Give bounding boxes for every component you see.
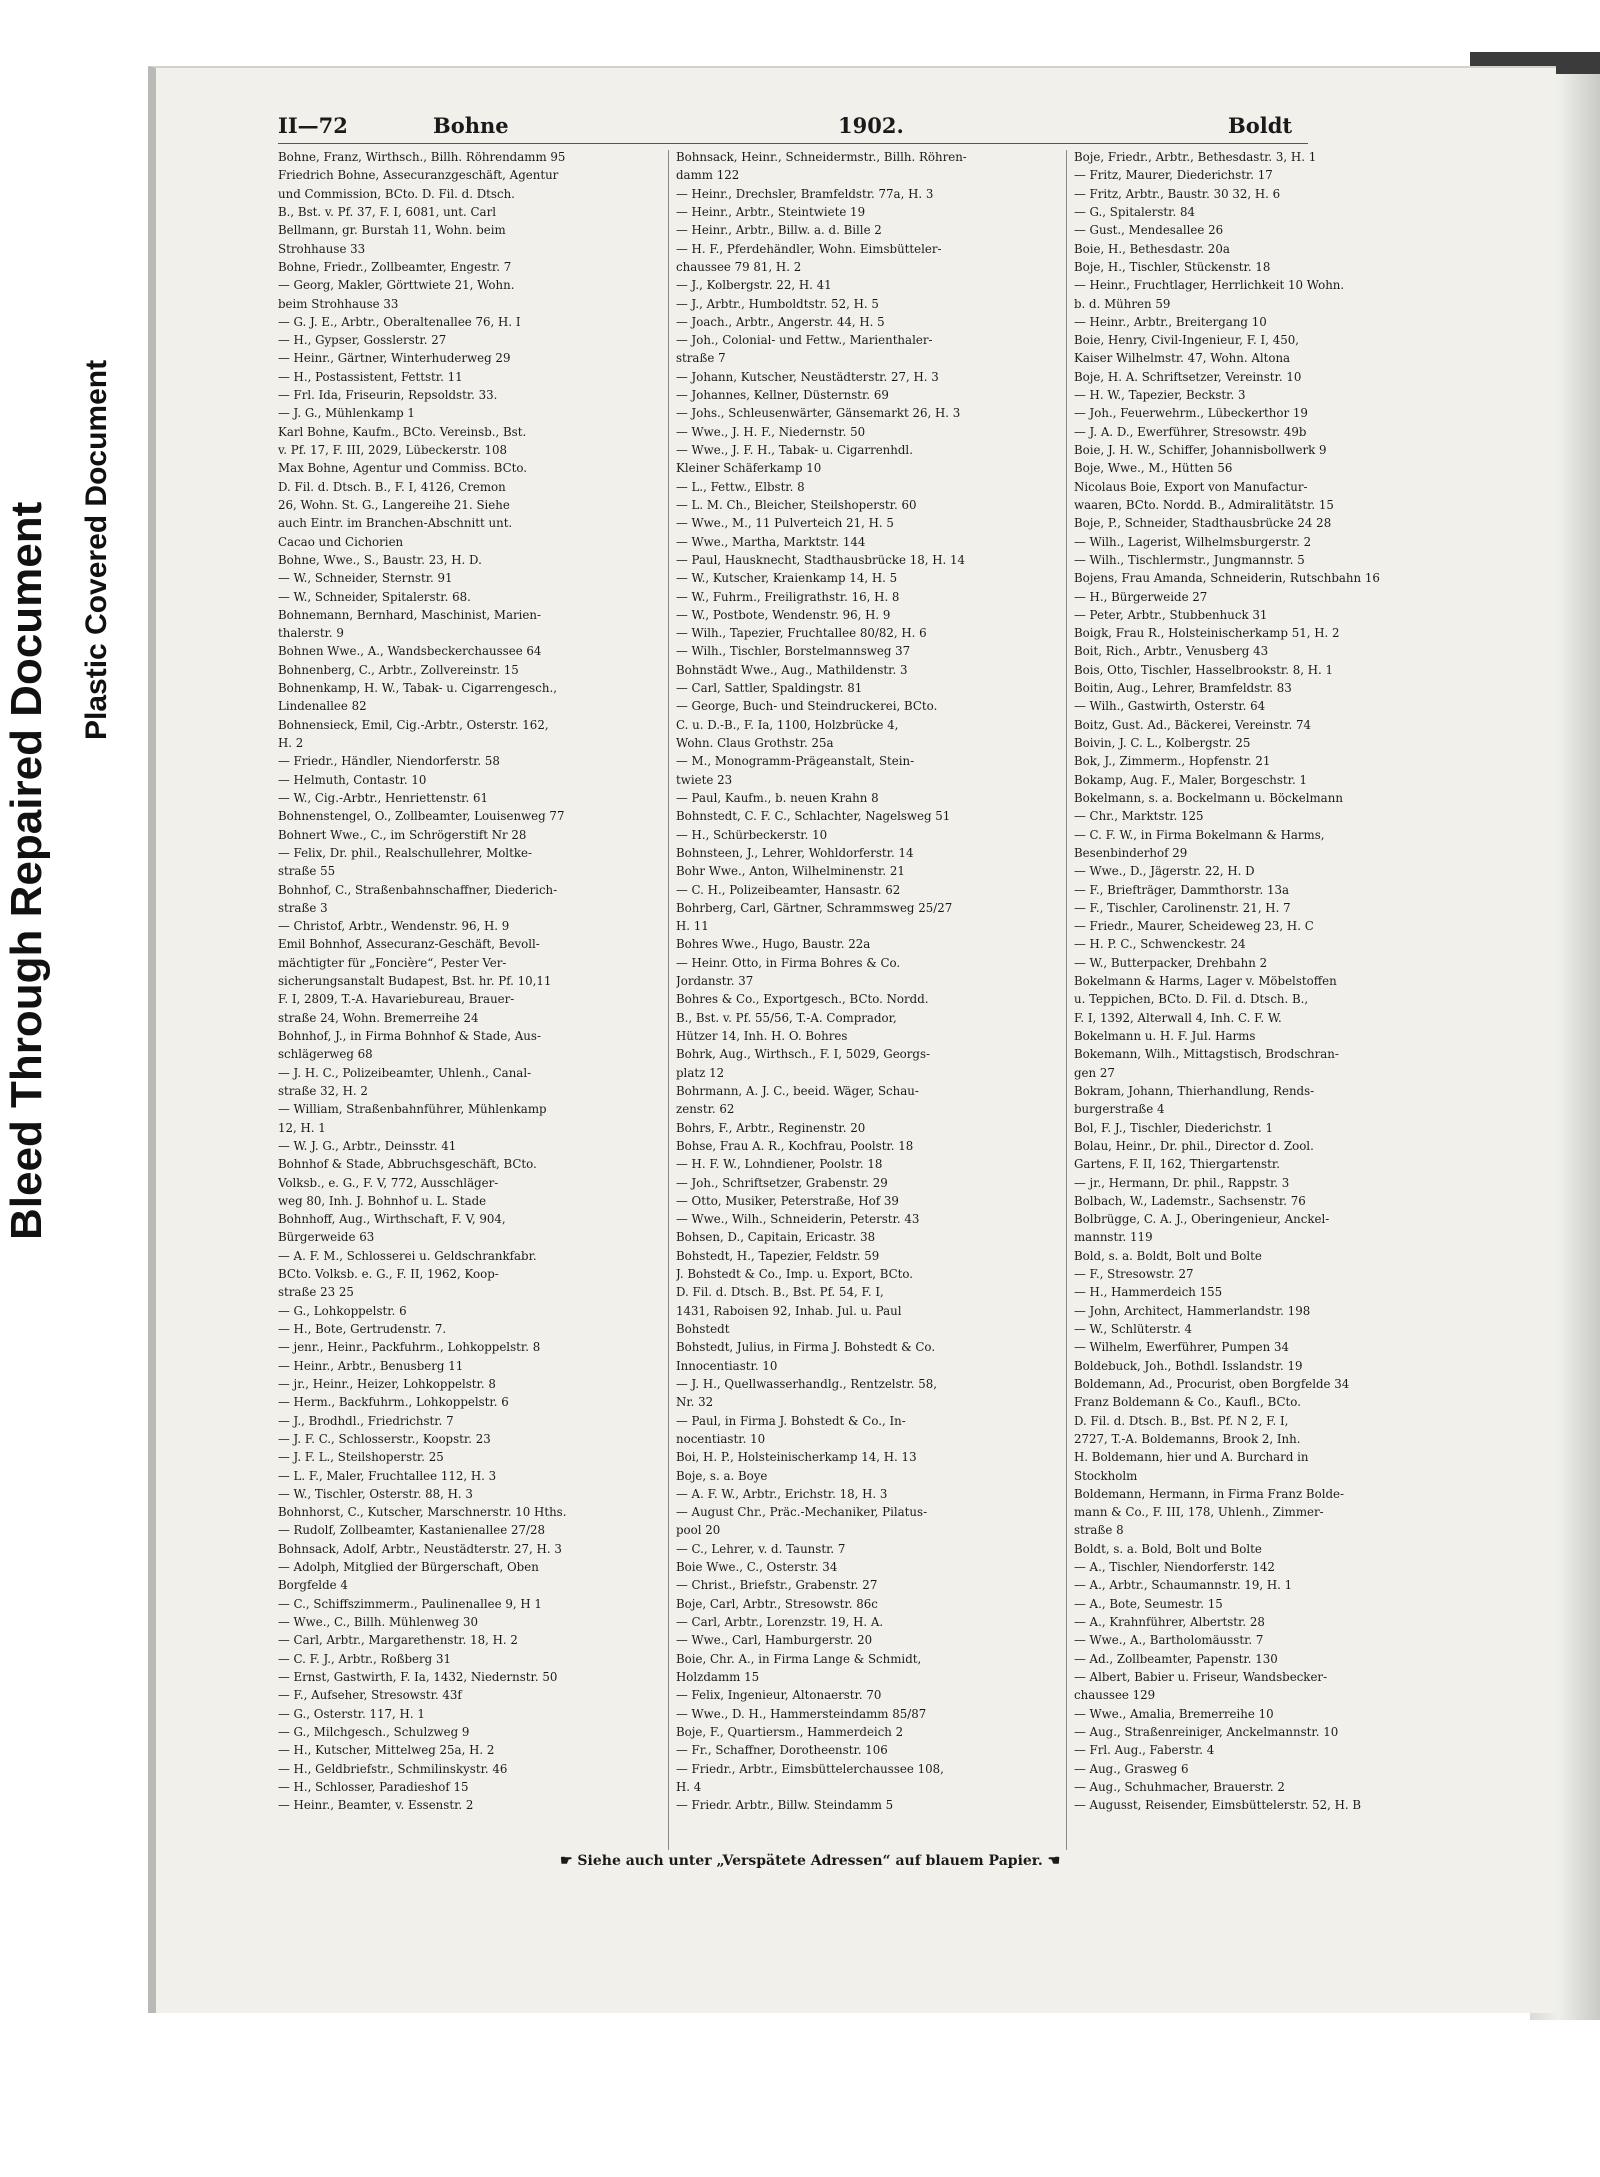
directory-line: Bohse, Frau A. R., Kochfrau, Poolstr. 18	[676, 1138, 914, 1153]
directory-line: — A., Arbtr., Schaumannstr. 19, H. 1	[1074, 1578, 1293, 1593]
directory-line: — William, Straßenbahnführer, Mühlenkamp	[278, 1102, 547, 1117]
directory-line: Bolbrügge, C. A. J., Oberingenieur, Anckel-	[1074, 1212, 1330, 1227]
directory-line: Holzdamm 15	[676, 1669, 760, 1684]
directory-line: — Paul, Hausknecht, Stadthausbrücke 18, H. 14	[676, 552, 966, 567]
directory-line: mann & Co., F. III, 178, Uhlenh., Zimmer-	[1074, 1505, 1324, 1520]
directory-line: chaussee 79 81, H. 2	[676, 259, 802, 274]
directory-line: — Carl, Sattler, Spaldingstr. 81	[676, 681, 863, 696]
directory-line: — Wwe., Amalia, Bremerreihe 10	[1074, 1706, 1274, 1721]
directory-line: Bohres & Co., Exportgesch., BCto. Nordd.	[676, 992, 929, 1007]
directory-line: Bohrmann, A. J. C., beeid. Wäger, Schau-	[676, 1083, 919, 1098]
directory-line: Bohnhof & Stade, Abbruchsgeschäft, BCto.	[278, 1157, 537, 1172]
directory-line: — A. F. W., Arbtr., Erichstr. 18, H. 3	[676, 1486, 888, 1501]
directory-line: — Frl. Aug., Faberstr. 4	[1074, 1743, 1215, 1758]
directory-line: — G., Milchgesch., Schulzweg 9	[278, 1724, 470, 1739]
directory-line: chaussee 129	[1074, 1688, 1156, 1703]
column-divider	[668, 150, 669, 1850]
directory-line: Bohnen Wwe., A., Wandsbeckerchaussee 64	[278, 644, 542, 659]
directory-line: Bokelmann, s. a. Bockelmann u. Böckelmann	[1074, 790, 1343, 805]
directory-line: Hützer 14, Inh. H. O. Bohres	[676, 1029, 848, 1043]
directory-line: Max Bohne, Agentur und Commiss. BCto.	[278, 461, 528, 476]
directory-line: Boje, H. A. Schriftsetzer, Vereinstr. 10	[1074, 369, 1302, 384]
directory-line: — Felix, Ingenieur, Altonaerstr. 70	[676, 1688, 882, 1703]
directory-line: — Joh., Schriftsetzer, Grabenstr. 29	[676, 1175, 888, 1190]
directory-line: — J. H. C., Polizeibeamter, Uhlenh., Canal-	[278, 1065, 532, 1080]
directory-line: — Wwe., D., Jägerstr. 22, H. D	[1074, 864, 1255, 879]
directory-line: Bohnhof, J., in Firma Bohnhof & Stade, Aus-	[278, 1029, 541, 1043]
directory-line: Cacao und Cichorien	[278, 534, 404, 549]
directory-line: Kleiner Schäferkamp 10	[676, 461, 822, 476]
directory-line: — Wwe., C., Billh. Mühlenweg 30	[278, 1615, 478, 1629]
directory-line: Bohsen, D., Capitain, Ericastr. 38	[676, 1230, 876, 1245]
directory-line: Lindenallee 82	[278, 699, 367, 714]
directory-line: Bokram, Johann, Thierhandlung, Rends-	[1074, 1083, 1315, 1098]
directory-line: Bohnsteen, J., Lehrer, Wohldorferstr. 14	[676, 845, 914, 860]
directory-line: 26, Wohn. St. G., Langereihe 21. Siehe	[278, 497, 510, 512]
directory-line: Bohnenkamp, H. W., Tabak- u. Cigarrengesch.,	[278, 681, 557, 696]
directory-line: Bold, s. a. Boldt, Bolt und Bolte	[1074, 1248, 1262, 1263]
directory-line: — Heinr. Otto, in Firma Bohres & Co.	[676, 955, 901, 970]
directory-line: Boivin, J. C. L., Kolbergstr. 25	[1074, 736, 1251, 750]
directory-line: Boje, Friedr., Arbtr., Bethesdastr. 3, H. 1	[1074, 150, 1317, 164]
directory-line: — Heinr., Arbtr., Breitergang 10	[1074, 314, 1267, 329]
directory-line: Boje, Carl, Arbtr., Stresowstr. 86c	[676, 1596, 878, 1611]
directory-line: — W., Cig.-Arbtr., Henriettenstr. 61	[278, 790, 488, 805]
directory-line: gen 27	[1074, 1065, 1115, 1080]
directory-line: — H., Gypser, Gosslerstr. 27	[278, 333, 447, 348]
directory-line: Boitz, Gust. Ad., Bäckerei, Vereinstr. 74	[1074, 717, 1312, 732]
directory-line: — Heinr., Arbtr., Steintwiete 19	[676, 204, 866, 219]
directory-line: — G. J. E., Arbtr., Oberaltenallee 76, H. I	[278, 314, 521, 329]
directory-line: F. I, 1392, Alterwall 4, Inh. C. F. W.	[1074, 1010, 1282, 1025]
directory-line: — H. F., Pferdehändler, Wohn. Eimsbütteler-	[676, 241, 942, 256]
directory-line: H. 2	[278, 736, 304, 750]
directory-line: 1431, Raboisen 92, Inhab. Jul. u. Paul	[676, 1303, 902, 1318]
directory-line: — Gust., Mendesallee 26	[1074, 223, 1224, 238]
directory-line: Strohhause 33	[278, 241, 366, 256]
directory-line: Boie, H., Bethesdastr. 20a	[1074, 241, 1230, 256]
directory-line: u. Teppichen, BCto. D. Fil. d. Dtsch. B.,	[1074, 992, 1309, 1007]
directory-line: — L. F., Maler, Fruchtallee 112, H. 3	[278, 1468, 497, 1483]
directory-column-1	[278, 148, 634, 1814]
directory-line: — Otto, Musiker, Peterstraße, Hof 39	[676, 1193, 899, 1208]
directory-line: — Johs., Schleusenwärter, Gänsemarkt 26, H. 3	[676, 406, 961, 421]
directory-line: Wohn. Claus Grothstr. 25a	[676, 736, 834, 750]
directory-line: — Friedr., Maurer, Scheideweg 23, H. C	[1074, 919, 1314, 934]
directory-line: Bok, J., Zimmerm., Hopfenstr. 21	[1074, 754, 1271, 769]
directory-line: — Fr., Schaffner, Dorotheenstr. 106	[676, 1743, 888, 1758]
directory-line: Boje, Wwe., M., Hütten 56	[1074, 461, 1233, 476]
directory-line: — Joh., Feuerwehrm., Lübeckerthor 19	[1074, 406, 1308, 421]
directory-line: — L. M. Ch., Bleicher, Steilshoperstr. 60	[676, 497, 917, 512]
directory-line: Bokamp, Aug. F., Maler, Borgeschstr. 1	[1074, 772, 1308, 787]
directory-line: Bokelmann & Harms, Lager v. Möbelstoffen	[1074, 974, 1337, 989]
directory-line: — A. F. M., Schlosserei u. Geldschrankfabr.	[278, 1248, 537, 1263]
directory-line: Borgfelde 4	[278, 1578, 348, 1593]
directory-line: Bohrberg, Carl, Gärtner, Schrammsweg 25/27	[676, 900, 953, 915]
directory-line: — L., Fettw., Elbstr. 8	[676, 479, 805, 494]
directory-line: Bohnensieck, Emil, Cig.-Arbtr., Osterstr. 162,	[278, 717, 549, 732]
directory-line: Bohnenberg, C., Arbtr., Zollvereinstr. 15	[278, 662, 519, 677]
directory-line: burgerstraße 4	[1074, 1102, 1165, 1117]
directory-line: straße 23 25	[278, 1285, 354, 1300]
column-divider	[1066, 150, 1067, 1850]
directory-line: 2727, T.-A. Boldemanns, Brook 2, Inh.	[1074, 1431, 1301, 1446]
directory-line: — F., Aufseher, Stresowstr. 43f	[278, 1688, 462, 1703]
directory-line: — Joh., Colonial- und Fettw., Marienthaler-	[676, 333, 933, 348]
page-number: II—72	[278, 113, 348, 138]
directory-line: Bohne, Wwe., S., Baustr. 23, H. D.	[278, 552, 482, 567]
directory-line: — Georg, Makler, Görttwiete 21, Wohn.	[278, 278, 515, 293]
directory-line: — M., Monogramm-Prägeanstalt, Stein-	[676, 754, 915, 769]
directory-line: — Wwe., J. F. H., Tabak- u. Cigarrenhdl.	[676, 443, 913, 457]
directory-line: Besenbinderhof 29	[1074, 845, 1188, 860]
directory-line: — Fritz, Arbtr., Baustr. 30 32, H. 6	[1074, 186, 1281, 201]
directory-line: straße 8	[1074, 1523, 1124, 1538]
directory-line: Nicolaus Boie, Export von Manufactur-	[1074, 479, 1308, 494]
directory-line: Bohnstädt Wwe., Aug., Mathildenstr. 3	[676, 662, 908, 677]
directory-line: platz 12	[676, 1065, 725, 1080]
directory-line: — Aug., Schuhmacher, Brauerstr. 2	[1074, 1779, 1285, 1794]
directory-line: zenstr. 62	[676, 1102, 735, 1117]
directory-line: Boje, H., Tischler, Stückenstr. 18	[1074, 259, 1271, 274]
directory-line: — J. G., Mühlenkamp 1	[278, 406, 415, 421]
directory-line: — Adolph, Mitglied der Bürgerschaft, Oben	[278, 1560, 539, 1575]
directory-line: mächtigter für „Foncière“, Pester Ver-	[278, 955, 507, 970]
directory-line: — F., Briefträger, Dammthorstr. 13a	[1074, 882, 1289, 897]
directory-line: Boit, Rich., Arbtr., Venusberg 43	[1074, 644, 1269, 659]
directory-line: — W., Schneider, Spitalerstr. 68.	[278, 589, 471, 604]
directory-line: damm 122	[676, 168, 740, 183]
directory-line: — Ad., Zollbeamter, Papenstr. 130	[1074, 1651, 1278, 1666]
directory-line: b. d. Mühren 59	[1074, 296, 1171, 311]
directory-line: — Christof, Arbtr., Wendenstr. 96, H. 9	[278, 919, 510, 934]
directory-line: Bohnenstengel, O., Zollbeamter, Louisenweg 77	[278, 809, 565, 824]
directory-line: Bohne, Friedr., Zollbeamter, Engestr. 7	[278, 259, 512, 274]
directory-line: — Heinr., Drechsler, Bramfeldstr. 77a, H. 3	[676, 186, 934, 201]
directory-line: — Paul, in Firma J. Bohstedt & Co., In-	[676, 1413, 906, 1428]
directory-line: — Aug., Grasweg 6	[1074, 1761, 1189, 1776]
directory-line: Boitin, Aug., Lehrer, Bramfeldstr. 83	[1074, 681, 1292, 696]
directory-line: Boldemann, Hermann, in Firma Franz Bolde-	[1074, 1486, 1344, 1501]
directory-line: — George, Buch- und Steindruckerei, BCto.	[676, 699, 938, 714]
directory-line: — Aug., Straßenreiniger, Anckelmannstr. 10	[1074, 1724, 1339, 1739]
directory-line: — J., Kolbergstr. 22, H. 41	[676, 278, 832, 293]
directory-line: — John, Architect, Hammerlandstr. 198	[1074, 1303, 1311, 1318]
directory-line: — jenr., Heinr., Packfuhrm., Lohkoppelstr. 8	[278, 1340, 541, 1355]
directory-line: — Wilh., Tischlermstr., Jungmannstr. 5	[1074, 552, 1305, 567]
directory-line: — Heinr., Arbtr., Billw. a. d. Bille 2	[676, 223, 882, 238]
directory-line: — jr., Hermann, Dr. phil., Rappstr. 3	[1074, 1175, 1290, 1190]
directory-line: — H. F. W., Lohndiener, Poolstr. 18	[676, 1157, 883, 1172]
directory-line: Bohrs, F., Arbtr., Reginenstr. 20	[676, 1120, 866, 1135]
directory-line: — G., Lohkoppelstr. 6	[278, 1303, 407, 1318]
directory-line: Bohnhorst, C., Kutscher, Marschnerstr. 10 Hths.	[278, 1505, 567, 1520]
directory-line: 12, H. 1	[278, 1120, 326, 1135]
directory-line: Bohnemann, Bernhard, Maschinist, Marien-	[278, 607, 541, 622]
directory-line: H. Boldemann, hier und A. Burchard in	[1074, 1450, 1309, 1465]
directory-line: pool 20	[676, 1523, 721, 1538]
directory-line: — H., Schürbeckerstr. 10	[676, 827, 828, 842]
directory-line: — Fritz, Maurer, Diederichstr. 17	[1074, 168, 1273, 183]
directory-line: — Wilh., Gastwirth, Osterstr. 64	[1074, 699, 1266, 714]
directory-line: Bohres Wwe., Hugo, Baustr. 22a	[676, 937, 871, 952]
directory-line: — J. A. D., Ewerführer, Stresowstr. 49b	[1074, 424, 1307, 439]
directory-line: — H., Postassistent, Fettstr. 11	[278, 369, 463, 384]
directory-line: — W., Fuhrm., Freiligrathstr. 16, H. 8	[676, 589, 900, 604]
directory-line: — H., Geldbriefstr., Schmilinskystr. 46	[278, 1761, 508, 1776]
directory-line: Bürgerweide 63	[278, 1230, 375, 1245]
directory-line: Bol, F. J., Tischler, Diederichstr. 1	[1074, 1120, 1273, 1135]
directory-line: — H., Bote, Gertrudenstr. 7.	[278, 1322, 447, 1336]
directory-line: — Wwe., Martha, Marktstr. 144	[676, 534, 866, 549]
directory-line: — Heinr., Beamter, v. Essenstr. 2	[278, 1798, 474, 1813]
directory-line: Bokemann, Wilh., Mittagstisch, Brodschran-	[1074, 1047, 1339, 1062]
page-header	[278, 113, 1308, 141]
directory-line: — Felix, Dr. phil., Realschullehrer, Moltke-	[278, 845, 532, 860]
directory-line: Bohr Wwe., Anton, Wilhelminenstr. 21	[676, 864, 905, 879]
directory-line: — Wwe., Carl, Hamburgerstr. 20	[676, 1633, 873, 1648]
directory-line: — jr., Heinr., Heizer, Lohkoppelstr. 8	[278, 1376, 496, 1391]
header-left-word: Bohne	[433, 113, 509, 138]
directory-line: — W., Schlüterstr. 4	[1074, 1322, 1193, 1336]
directory-line: — J. F. L., Steilshoperstr. 25	[278, 1450, 444, 1465]
directory-line: — W. J. G., Arbtr., Deinsstr. 41	[278, 1138, 457, 1153]
directory-line: Emil Bohnhof, Assecuranz-Geschäft, Bevoll-	[278, 937, 540, 952]
directory-line: — Wwe., Wilh., Schneiderin, Peterstr. 43	[676, 1212, 920, 1227]
directory-line: D. Fil. d. Dtsch. B., Bst. Pf. 54, F. I,	[676, 1285, 884, 1300]
directory-line: — Wwe., A., Bartholomäusstr. 7	[1074, 1633, 1264, 1648]
directory-line: J. Bohstedt & Co., Imp. u. Export, BCto.	[676, 1267, 914, 1282]
directory-line: Stockholm	[1074, 1468, 1138, 1483]
directory-line: Boie, Henry, Civil-Ingenieur, F. I, 450,	[1074, 333, 1299, 348]
directory-line: Boigk, Frau R., Holsteinischerkamp 51, H. 2	[1074, 626, 1340, 641]
directory-line: — Wilh., Tapezier, Fruchtallee 80/82, H. 6	[676, 626, 927, 641]
directory-line: straße 24, Wohn. Bremerreihe 24	[278, 1010, 479, 1025]
directory-line: Bokelmann u. H. F. Jul. Harms	[1074, 1029, 1256, 1043]
directory-line: straße 55	[278, 864, 336, 879]
directory-line: — A., Tischler, Niendorferstr. 142	[1074, 1560, 1275, 1575]
directory-line: — Heinr., Arbtr., Benusberg 11	[278, 1358, 464, 1373]
directory-line: — Wilh., Lagerist, Wilhelmsburgerstr. 2	[1074, 534, 1312, 549]
directory-line: — H., Bürgerweide 27	[1074, 589, 1208, 604]
directory-line: straße 32, H. 2	[278, 1083, 368, 1098]
directory-line: thalerstr. 9	[278, 626, 344, 641]
directory-line: — Ernst, Gastwirth, F. Ia, 1432, Niedernstr. 50	[278, 1669, 558, 1684]
directory-line: Karl Bohne, Kaufm., BCto. Vereinsb., Bst.	[278, 424, 527, 439]
directory-line: — W., Butterpacker, Drehbahn 2	[1074, 955, 1268, 970]
directory-line: Bohnhoff, Aug., Wirthschaft, F. V, 904,	[278, 1212, 506, 1227]
directory-line: Boje, P., Schneider, Stadthausbrücke 24 28	[1074, 516, 1332, 531]
directory-line: — Johann, Kutscher, Neustädterstr. 27, H. 3	[676, 369, 939, 384]
directory-line: — Johannes, Kellner, Düsternstr. 69	[676, 388, 889, 403]
directory-line: — W., Kutscher, Kraienkamp 14, H. 5	[676, 571, 898, 586]
header-year: 1902.	[838, 113, 904, 138]
directory-column-3	[1074, 148, 1430, 1814]
directory-line: waaren, BCto. Nordd. B., Admiralitätstr. 15	[1074, 497, 1334, 512]
directory-line: Boldebuck, Joh., Bothdl. Isslandstr. 19	[1074, 1358, 1303, 1373]
directory-line: sicherungsanstalt Budapest, Bst. hr. Pf. 10,11	[278, 974, 552, 989]
directory-line: Franz Boldemann & Co., Kaufl., BCto.	[1074, 1395, 1301, 1410]
directory-line: Boje, s. a. Boye	[676, 1468, 768, 1483]
directory-line: — G., Spitalerstr. 84	[1074, 204, 1196, 219]
directory-line: — W., Schneider, Sternstr. 91	[278, 571, 453, 586]
directory-line: Bolau, Heinr., Dr. phil., Director d. Zool.	[1074, 1138, 1314, 1153]
directory-line: — J. H., Quellwasserhandlg., Rentzelstr. 58,	[676, 1376, 937, 1391]
directory-line: straße 7	[676, 351, 726, 366]
directory-line: — Helmuth, Contastr. 10	[278, 772, 427, 787]
directory-line: — Augusst, Reisender, Eimsbüttelerstr. 52, H. B	[1074, 1798, 1362, 1813]
directory-line: Friedrich Bohne, Assecuranzgeschäft, Agentur	[278, 168, 559, 183]
directory-line: Bohstedt, Julius, in Firma J. Bohstedt & Co.	[676, 1340, 936, 1355]
directory-line: — Carl, Arbtr., Lorenzstr. 19, H. A.	[676, 1615, 884, 1629]
directory-line: — Heinr., Fruchtlager, Herrlichkeit 10 Wohn.	[1074, 278, 1345, 293]
directory-line: — Frl. Ida, Friseurin, Repsoldstr. 33.	[278, 388, 498, 403]
directory-line: — Christ., Briefstr., Grabenstr. 27	[676, 1578, 878, 1593]
directory-line: Bohrk, Aug., Wirthsch., F. I, 5029, Georgs-	[676, 1047, 931, 1062]
directory-line: — Friedr., Händler, Niendorferstr. 58	[278, 754, 500, 769]
directory-line: Bohnstedt, C. F. C., Schlachter, Nagelsweg 51	[676, 809, 951, 824]
directory-line: — F., Tischler, Carolinenstr. 21, H. 7	[1074, 900, 1291, 915]
directory-line: — C. F. W., in Firma Bokelmann & Harms,	[1074, 827, 1325, 842]
directory-line: Bohstedt	[676, 1322, 730, 1336]
directory-line: — Heinr., Gärtner, Winterhuderweg 29	[278, 351, 511, 366]
directory-line: beim Strohhause 33	[278, 296, 399, 311]
directory-line: Boldemann, Ad., Procurist, oben Borgfelde 34	[1074, 1376, 1350, 1391]
directory-line: — H., Hammerdeich 155	[1074, 1285, 1223, 1300]
directory-line: — Friedr. Arbtr., Billw. Steindamm 5	[676, 1798, 894, 1813]
directory-line: Boie, Chr. A., in Firma Lange & Schmidt,	[676, 1651, 922, 1666]
directory-line: — Chr., Marktstr. 125	[1074, 809, 1204, 824]
side-labels	[0, 240, 130, 1240]
directory-line: Boje, F., Quartiersm., Hammerdeich 2	[676, 1724, 904, 1739]
directory-line: — C. F. J., Arbtr., Roßberg 31	[278, 1651, 451, 1666]
directory-line: nocentiastr. 10	[676, 1431, 766, 1446]
directory-line: — H. P. C., Schwenckestr. 24	[1074, 937, 1246, 952]
directory-line: B., Bst. v. Pf. 37, F. I, 6081, unt. Carl	[278, 204, 496, 219]
directory-line: twiete 23	[676, 772, 733, 787]
directory-line: — F., Stresowstr. 27	[1074, 1267, 1194, 1282]
directory-line: Boi, H. P., Holsteinischerkamp 14, H. 13	[676, 1450, 917, 1465]
directory-line: Jordanstr. 37	[676, 974, 754, 989]
directory-line: — Wilhelm, Ewerführer, Pumpen 34	[1074, 1340, 1290, 1355]
directory-line: — C. H., Polizeibeamter, Hansastr. 62	[676, 882, 901, 897]
header-right-word: Boldt	[1228, 113, 1293, 138]
directory-line: — C., Lehrer, v. d. Taunstr. 7	[676, 1541, 846, 1556]
directory-line: Innocentiastr. 10	[676, 1358, 778, 1373]
directory-line: schlägerweg 68	[278, 1047, 373, 1062]
directory-line: Boldt, s. a. Bold, Bolt und Bolte	[1074, 1541, 1262, 1556]
directory-line: — H., Schlosser, Paradieshof 15	[278, 1779, 469, 1794]
directory-line: — A., Bote, Seumestr. 15	[1074, 1596, 1223, 1611]
directory-line: — H. W., Tapezier, Beckstr. 3	[1074, 388, 1246, 403]
directory-line: Bolbach, W., Lademstr., Sachsenstr. 76	[1074, 1193, 1306, 1208]
directory-line: D. Fil. d. Dtsch. B., F. I, 4126, Cremon	[278, 479, 506, 494]
header-rule	[278, 143, 1308, 144]
directory-line: und Commission, BCto. D. Fil. d. Dtsch.	[278, 186, 515, 201]
directory-line: Bohnert Wwe., C., im Schrögerstift Nr 28	[278, 827, 527, 842]
directory-line: — C., Schiffszimmerm., Paulinenallee 9, H 1	[278, 1596, 542, 1611]
directory-line: F. I, 2809, T.-A. Havariebureau, Brauer-	[278, 992, 515, 1007]
directory-line: Bohnsack, Adolf, Arbtr., Neustädterstr. 27, H. 3	[278, 1541, 562, 1556]
directory-line: — Paul, Kaufm., b. neuen Krahn 8	[676, 790, 879, 805]
directory-line: B., Bst. v. Pf. 55/56, T.-A. Comprador,	[676, 1010, 897, 1025]
directory-line: H. 4	[676, 1779, 702, 1794]
directory-line: — Wwe., D. H., Hammersteindamm 85/87	[676, 1706, 927, 1721]
directory-line: Bohne, Franz, Wirthsch., Billh. Röhrendamm 95	[278, 150, 566, 164]
directory-line: Bohnsack, Heinr., Schneidermstr., Billh. Röhren-	[676, 150, 967, 164]
directory-line: Volksb., e. G., F. V, 772, Ausschläger-	[278, 1175, 499, 1190]
directory-line: — G., Osterstr. 117, H. 1	[278, 1706, 425, 1721]
directory-line: straße 3	[278, 900, 328, 915]
directory-line: — Albert, Babier u. Friseur, Wandsbecker-	[1074, 1669, 1328, 1684]
directory-line: — W., Postbote, Wendenstr. 96, H. 9	[676, 607, 891, 622]
directory-line: Nr. 32	[676, 1395, 714, 1410]
directory-line: v. Pf. 17, F. III, 2029, Lübeckerstr. 108	[278, 443, 508, 457]
side-label-secondary: Plastic Covered Document	[80, 359, 113, 740]
directory-line: — Wwe., J. H. F., Niedernstr. 50	[676, 424, 866, 439]
directory-line: H. 11	[676, 919, 709, 934]
directory-line: Bohnhof, C., Straßenbahnschaffner, Diederich-	[278, 882, 558, 897]
directory-line: Boie Wwe., C., Osterstr. 34	[676, 1560, 838, 1575]
directory-line: — Wwe., M., 11 Pulverteich 21, H. 5	[676, 516, 894, 531]
directory-line: — H., Kutscher, Mittelweg 25a, H. 2	[278, 1743, 495, 1758]
directory-line: weg 80, Inh. J. Bohnhof u. L. Stade	[278, 1193, 487, 1208]
directory-column-2	[676, 148, 1032, 1814]
directory-line: Bohstedt, H., Tapezier, Feldstr. 59	[676, 1248, 880, 1263]
directory-line: Bojens, Frau Amanda, Schneiderin, Rutschbahn 16	[1074, 571, 1380, 586]
footer-note: ☛ Siehe auch unter „Verspätete Adressen“ auf blauem Papier. ☚	[560, 1853, 1061, 1869]
directory-line: — W., Tischler, Osterstr. 88, H. 3	[278, 1486, 473, 1501]
directory-line: C. u. D.-B., F. Ia, 1100, Holzbrücke 4,	[676, 717, 899, 732]
directory-line: — Carl, Arbtr., Margarethenstr. 18, H. 2	[278, 1633, 518, 1648]
side-label-primary: Bleed Through Repaired Document	[2, 501, 51, 1240]
directory-line: — Rudolf, Zollbeamter, Kastanienallee 27/28	[278, 1523, 545, 1538]
directory-line: — Joach., Arbtr., Angerstr. 44, H. 5	[676, 314, 885, 329]
directory-line: — Herm., Backfuhrm., Lohkoppelstr. 6	[278, 1395, 509, 1410]
directory-line: D. Fil. d. Dtsch. B., Bst. Pf. N 2, F. I,	[1074, 1413, 1289, 1428]
directory-line: — August Chr., Präc.-Mechaniker, Pilatus-	[676, 1505, 928, 1520]
directory-line: — J. F. C., Schlosserstr., Koopstr. 23	[278, 1431, 491, 1446]
directory-line: auch Eintr. im Branchen-Abschnitt unt.	[278, 516, 513, 531]
directory-line: — Friedr., Arbtr., Eimsbüttelerchaussee 108,	[676, 1761, 944, 1776]
directory-line: BCto. Volksb. e. G., F. II, 1962, Koop-	[278, 1267, 499, 1282]
directory-line: Bellmann, gr. Burstah 11, Wohn. beim	[278, 223, 506, 238]
directory-line: — Wilh., Tischler, Borstelmannsweg 37	[676, 644, 911, 659]
directory-line: — A., Krahnführer, Albertstr. 28	[1074, 1615, 1265, 1629]
directory-line: mannstr. 119	[1074, 1230, 1153, 1245]
directory-line: Boie, J. H. W., Schiffer, Johannisbollwerk 9	[1074, 443, 1327, 457]
directory-line: Gartens, F. II, 162, Thiergartenstr.	[1074, 1157, 1280, 1172]
directory-line: — J., Brodhdl., Friedrichstr. 7	[278, 1413, 454, 1428]
directory-line: — J., Arbtr., Humboldtstr. 52, H. 5	[676, 296, 879, 311]
directory-line: Bois, Otto, Tischler, Hasselbrookstr. 8, H. 1	[1074, 662, 1334, 677]
directory-line: — Peter, Arbtr., Stubbenhuck 31	[1074, 607, 1268, 622]
directory-line: Kaiser Wilhelmstr. 47, Wohn. Altona	[1074, 351, 1291, 366]
